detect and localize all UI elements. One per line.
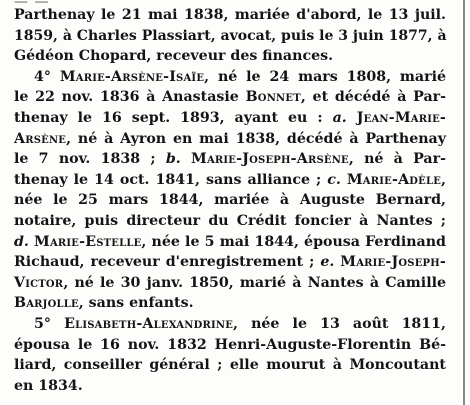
text-run: thenay le 14 oct. 1841, sans alliance ; [14, 171, 328, 188]
enumeration-letter: a. [332, 109, 347, 126]
text-run: Richaud, receveur d'enregistrement ; [14, 254, 321, 271]
person-name: Marie-Arsène-Isaïe [59, 68, 205, 85]
text-line [14, 129, 446, 150]
text-run: 5° [34, 315, 65, 332]
text-run: 4° [34, 68, 60, 85]
person-name: Elisabeth-Alexandrine [64, 315, 234, 332]
text-line [14, 108, 446, 129]
person-name: Victor [14, 274, 64, 291]
text-line [14, 273, 446, 294]
text-line [14, 232, 446, 253]
text-run: , né le 24 mars 1808, marié [204, 68, 447, 85]
text-run [347, 110, 357, 126]
text-line [14, 26, 446, 47]
text-line [14, 293, 446, 314]
text-run: Parthenay le 21 mai 1838, mariée d'abord, le 13 juil. [14, 7, 446, 23]
enumeration-letter: c. [327, 171, 341, 188]
text-line [14, 67, 446, 88]
text-line [14, 170, 446, 191]
genealogy-text-block [14, 5, 446, 396]
text-run: , [441, 171, 446, 188]
enumeration-letter: b. [165, 151, 181, 168]
text-line [14, 149, 446, 170]
text-line [14, 211, 446, 232]
text-run: , et décédé à Par- [300, 89, 446, 106]
person-name: Marie-Joseph-Arsène [191, 151, 349, 168]
enumeration-letter: d. [14, 233, 29, 250]
text-run: en 1834. [14, 377, 83, 394]
text-run: née le 25 mars 1844, mariée à Auguste Bernard, [14, 192, 446, 209]
page-edge-shadow [463, 0, 465, 405]
text-line [14, 314, 446, 335]
text-run: , sans enfants. [78, 295, 194, 312]
text-line [14, 376, 446, 397]
person-name: Bonnet [245, 89, 301, 106]
text-run: thenay le 16 sept. 1893, ayant eu : [14, 109, 333, 126]
person-name: Marie-Joseph- [340, 254, 446, 271]
text-run: notaire, puis directeur du Crédit foncier à Nantes ; [14, 212, 446, 229]
enumeration-letter: e. [320, 254, 335, 271]
text-line [14, 335, 446, 356]
text-line [14, 5, 446, 26]
text-run [181, 151, 191, 167]
person-name: Barjolle [14, 295, 79, 312]
person-name: Marie-Adèle [346, 171, 442, 188]
text-line [14, 87, 446, 108]
text-line [14, 46, 446, 67]
text-line [14, 252, 446, 273]
text-run: Gédéon Chopard, receveur des finances. [14, 48, 334, 65]
text-run: le 7 nov. 1838 ; [14, 151, 166, 168]
text-line [14, 355, 446, 376]
text-run: , née le 5 mai 1844, épousa Ferdinand [141, 233, 446, 250]
text-run: 1859, à Charles Plassiart, avocat, puis le 3 juin 1877, à [14, 27, 447, 44]
text-run: le 22 nov. 1836 à Anastasie [14, 89, 246, 106]
person-name: Jean-Marie- [356, 109, 446, 126]
person-name: Arsène [14, 130, 67, 147]
cropped-top-fragment: — — [14, 0, 50, 10]
text-run: , née le 13 août 1811, [233, 315, 446, 332]
text-run: , né à Ayron en mai 1838, décédé à Parthenay [66, 130, 446, 147]
text-run: liard, conseiller général ; elle mourut à Moncoutant [14, 357, 446, 374]
text-run: , né le 30 janv. 1850, marié à Nantes à Camille [63, 274, 446, 291]
text-run: , né à Par- [348, 151, 446, 168]
text-line [14, 190, 446, 211]
person-name: Marie-Estelle [34, 233, 142, 250]
text-run: épousa le 16 nov. 1832 Henri-Auguste-Florentin Bé- [14, 336, 446, 353]
